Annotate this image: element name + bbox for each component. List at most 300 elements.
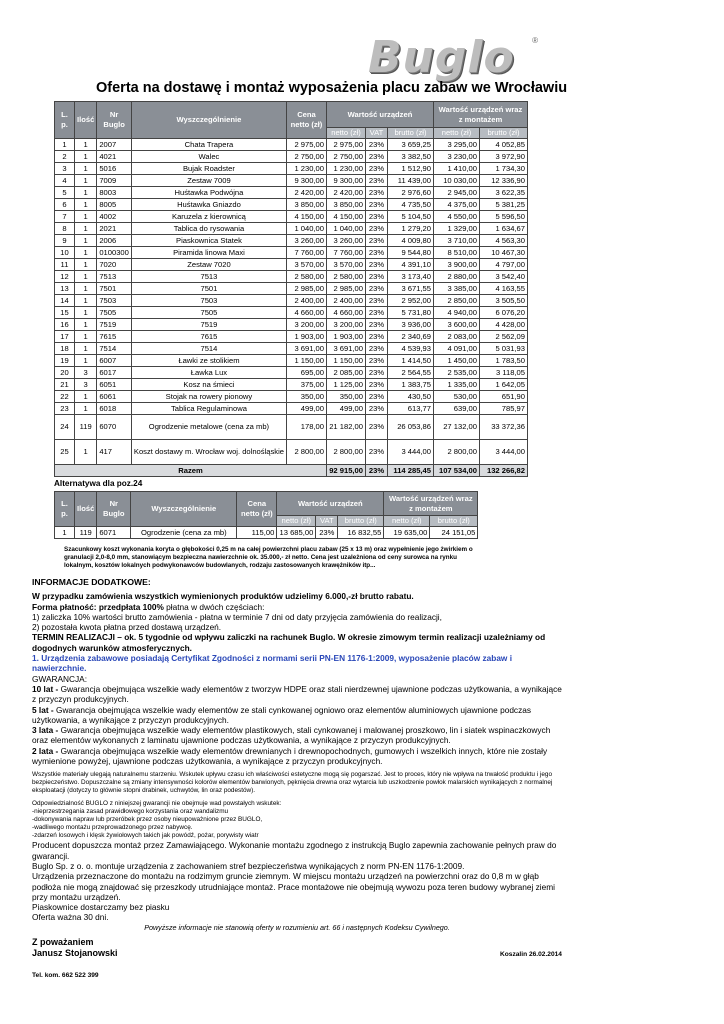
row-vat: 23%: [366, 307, 388, 319]
page-title: Oferta na dostawę i montaż wyposażenia placu zabaw we Wrocławiu: [96, 80, 568, 96]
row-lp: 14: [55, 295, 75, 307]
alt-price: 115,00: [237, 527, 277, 539]
row-price: 2 975,00: [287, 139, 327, 151]
row-net: 9 300,00: [327, 175, 366, 187]
row-net: 2 800,00: [327, 440, 366, 465]
alt-header-lp: L. p.: [55, 492, 75, 527]
row-nr: 6051: [97, 379, 132, 391]
row-lp: 25: [55, 440, 75, 465]
total-net: 92 915,00: [327, 465, 366, 477]
row-nr: 2006: [97, 235, 132, 247]
row-name: Tablica Regulaminowa: [131, 403, 286, 415]
row-name: Chata Trapera: [131, 139, 286, 151]
row-net: 2 085,00: [327, 367, 366, 379]
alt-nr: 6071: [97, 527, 131, 539]
row-vat: 23%: [366, 355, 388, 367]
table-row: [55, 163, 528, 175]
row-name: Huśtawka Gniazdo: [131, 199, 286, 211]
offer-rows: [55, 139, 528, 465]
row-net-install: 2 880,00: [434, 271, 480, 283]
row-gross: 613,77: [388, 403, 434, 415]
row-gross-install: 33 372,36: [480, 415, 528, 440]
warranty-10: [32, 684, 562, 705]
warranty-5: [32, 705, 562, 726]
table-row: [55, 271, 528, 283]
row-vat: 23%: [366, 391, 388, 403]
row-lp: 16: [55, 319, 75, 331]
row-gross-install: 12 336,90: [480, 175, 528, 187]
total-gross: 114 285,45: [388, 465, 434, 477]
row-gross-install: 1 734,30: [480, 163, 528, 175]
alt-vat: 23%: [316, 527, 338, 539]
row-qty: 1: [75, 235, 97, 247]
row-name: Karuzela z kierownicą: [131, 211, 286, 223]
row-lp: 20: [55, 367, 75, 379]
subheader-net-install: netto (zł): [434, 128, 480, 139]
alt-header-value-install: Wartość urządzeń wraz z montażem: [384, 492, 478, 516]
row-gross-install: 3 972,90: [480, 151, 528, 163]
table-row: [55, 139, 528, 151]
row-price: 7 760,00: [287, 247, 327, 259]
row-vat: 23%: [366, 223, 388, 235]
row-nr: 4002: [97, 211, 132, 223]
total-vat: 23%: [366, 465, 388, 477]
row-price: 3 200,00: [287, 319, 327, 331]
header-value: Wartość urządzeń: [327, 102, 434, 128]
row-vat: 23%: [366, 259, 388, 271]
row-qty: 1: [75, 295, 97, 307]
payment-step-1: 1) zaliczka 10% wartości brutto zamówienia - płatna w terminie 7 dni od daty przyjęcia zamówienia do realizacji,: [32, 611, 442, 622]
row-nr: 6017: [97, 367, 132, 379]
row-gross-install: 3 622,35: [480, 187, 528, 199]
row-net: 2 975,00: [327, 139, 366, 151]
row-vat: 23%: [366, 139, 388, 151]
row-gross: 2 340,69: [388, 331, 434, 343]
row-nr: 8005: [97, 199, 132, 211]
table-row: [55, 331, 528, 343]
row-nr: 7514: [97, 343, 132, 355]
row-gross-install: 10 467,30: [480, 247, 528, 259]
row-net: 3 200,00: [327, 319, 366, 331]
row-gross: 1 512,90: [388, 163, 434, 175]
table-row: [55, 211, 528, 223]
row-price: 2 400,00: [287, 295, 327, 307]
total-label: Razem: [55, 465, 327, 477]
row-name: Zestaw 7009: [131, 175, 286, 187]
table-row: [55, 319, 528, 331]
row-net-install: 4 375,00: [434, 199, 480, 211]
row-gross-install: 4 052,85: [480, 139, 528, 151]
row-net: 2 400,00: [327, 295, 366, 307]
row-gross-install: 3 118,05: [480, 367, 528, 379]
row-nr: 4021: [97, 151, 132, 163]
row-lp: 3: [55, 163, 75, 175]
total-row: [55, 465, 528, 477]
row-vat: 23%: [366, 199, 388, 211]
row-price: 1 150,00: [287, 355, 327, 367]
row-name: 7501: [131, 283, 286, 295]
row-price: 375,00: [287, 379, 327, 391]
subheader-gross: brutto (zł): [388, 128, 434, 139]
row-name: Ławki ze stolikiem: [131, 355, 286, 367]
row-qty: 1: [75, 440, 97, 465]
header-unit-price: Cena netto (zł): [287, 102, 327, 139]
table-row: [55, 187, 528, 199]
table-row: [55, 379, 528, 391]
row-lp: 5: [55, 187, 75, 199]
row-lp: 4: [55, 175, 75, 187]
row-gross: 5 104,50: [388, 211, 434, 223]
row-vat: 23%: [366, 343, 388, 355]
row-price: 2 800,00: [287, 440, 327, 465]
table-row: [55, 235, 528, 247]
alt-gross-install: 24 151,05: [430, 527, 478, 539]
row-qty: 1: [75, 139, 97, 151]
row-gross: 3 444,00: [388, 440, 434, 465]
installation-3: Urządzenia przeznaczone do montażu na rodzimym gruncie ziemnym. W miejscu montażu urządzeń na powierzchni oraz do 0,8 m w głąb podłoża nie mogą znajdować się przeszkody utrudniające montaż. Prace montażowe nie obejmują wywozu poza teren budowy wybranej ziemi przy montażu urządzeń.: [32, 871, 555, 902]
table-row: [55, 391, 528, 403]
exclusion-4: -zdarzeń losowych i klęsk żywiołowych takich jak powódź, pożar, porywisty wiatr: [32, 832, 259, 840]
row-net-install: 4 091,00: [434, 343, 480, 355]
registered-mark: ®: [532, 36, 538, 45]
table-row: [55, 355, 528, 367]
row-net-install: 8 510,00: [434, 247, 480, 259]
table-row: [55, 223, 528, 235]
row-qty: 1: [75, 319, 97, 331]
row-gross: 2 952,00: [388, 295, 434, 307]
row-lp: 17: [55, 331, 75, 343]
row-net-install: 2 800,00: [434, 440, 480, 465]
row-qty: 1: [75, 163, 97, 175]
row-gross: 1 383,75: [388, 379, 434, 391]
row-price: 4 150,00: [287, 211, 327, 223]
row-gross: 1 279,20: [388, 223, 434, 235]
row-vat: 23%: [366, 415, 388, 440]
row-price: 3 691,00: [287, 343, 327, 355]
row-qty: 1: [75, 343, 97, 355]
row-name: 7513: [131, 271, 286, 283]
row-vat: 23%: [366, 151, 388, 163]
row-vat: 23%: [366, 235, 388, 247]
row-qty: 1: [75, 199, 97, 211]
delivery-term: TERMIN REALIZACJI – ok. 5 tygodnie od wpływu zaliczki na rachunek Buglo. W okresie zimowym termin realizacji uzależniamy od dogodnych warunków atmosferycznych.: [32, 632, 546, 653]
row-name: Piaskownica Statek: [131, 235, 286, 247]
row-vat: 23%: [366, 163, 388, 175]
row-gross-install: 4 428,00: [480, 319, 528, 331]
row-qty: 1: [75, 247, 97, 259]
row-qty: 1: [75, 259, 97, 271]
warranty-2: [32, 746, 562, 767]
row-price: 9 300,00: [287, 175, 327, 187]
row-net-install: 530,00: [434, 391, 480, 403]
warranty-5-text: Gwarancja obejmująca wszelkie wady elementów ze stali cynkowanej ogniowo oraz elementów aluminiowych ujawnione podczas użytkowania, a wynikające z przyczyn produkcyjnych.: [32, 704, 531, 725]
warranty-10-label: 10 lat -: [32, 683, 61, 694]
table-row: [55, 295, 528, 307]
row-nr: 7009: [97, 175, 132, 187]
row-net: 3 570,00: [327, 259, 366, 271]
row-lp: 24: [55, 415, 75, 440]
row-name: 7615: [131, 331, 286, 343]
aging-note: Wszystkie materiały ulegają naturalnemu starzeniu. Wskutek upływu czasu ich właściwości estetyczne mogą się pogarszać. Jest to proces, który nie wpływa na trwałość produktu i jego bezpieczeństwo. Dopuszczalne są zmiany intensywności kolorów elementów barwionych, pęknięcia drewna oraz wytarcia lub uszkodzenie powłok malarskich wynikających z normalnej eksploatacji (dotyczy to głównie stopni drabinek, uchwytów, lin oraz podestów).: [32, 771, 553, 795]
installation-2: Buglo Sp. z o. o. montuje urządzenia z zachowaniem stref bezpieczeństwa wynikających z norm PN-EN 1176-1:2009.: [32, 860, 465, 871]
alt-qty: 119: [75, 527, 97, 539]
row-name: 7505: [131, 307, 286, 319]
alt-header-nr: Nr Buglo: [97, 492, 131, 527]
table-row: [55, 307, 528, 319]
row-nr: 6061: [97, 391, 132, 403]
row-net: 4 660,00: [327, 307, 366, 319]
row-gross: 5 731,80: [388, 307, 434, 319]
warranty-5-label: 5 lat -: [32, 704, 56, 715]
row-vat: 23%: [366, 367, 388, 379]
row-qty: 1: [75, 271, 97, 283]
row-gross-install: 4 563,30: [480, 235, 528, 247]
row-gross-install: 785,97: [480, 403, 528, 415]
alt-name: Ogrodzenie (cena za mb): [131, 527, 237, 539]
alt-gross: 16 832,55: [338, 527, 384, 539]
row-gross: 26 053,86: [388, 415, 434, 440]
row-gross: 3 382,50: [388, 151, 434, 163]
warranty-3-label: 3 lata -: [32, 725, 61, 736]
alt-net-install: 19 635,00: [384, 527, 430, 539]
exclusions-intro: Odpowiedzialność BUGLO z niniejszej gwarancji nie obejmuje wad powstałych wskutek:: [32, 800, 282, 808]
row-name: Tablica do rysowania: [131, 223, 286, 235]
table-row: [55, 259, 528, 271]
alt-header-value: Wartość urządzeń: [277, 492, 384, 516]
table-row: [55, 440, 528, 465]
row-qty: 3: [75, 367, 97, 379]
alt-header-unit-price: Cena netto (zł): [237, 492, 277, 527]
payment-bold: Forma płatność: przedpłata 100%: [32, 601, 164, 612]
alternative-table: [54, 491, 478, 539]
row-net: 1 150,00: [327, 355, 366, 367]
row-lp: 11: [55, 259, 75, 271]
row-net: 499,00: [327, 403, 366, 415]
alt-subheader-net: netto (zł): [277, 516, 316, 527]
row-gross: 3 671,55: [388, 283, 434, 295]
signature-name: Janusz Stojanowski: [32, 948, 118, 958]
row-lp: 8: [55, 223, 75, 235]
exclusion-1: -nieprzestrzegania zasad prawidłowego korzystania oraz wandalizmu: [32, 808, 229, 816]
signature: [32, 937, 118, 959]
row-qty: 1: [75, 331, 97, 343]
row-net: 2 985,00: [327, 283, 366, 295]
legal-note: Powyższe informacje nie stanowią oferty w rozumieniu art. 66 i następnych Kodeksu Cywilnego.: [144, 922, 450, 932]
row-name: Piramida linowa Maxi: [131, 247, 286, 259]
row-gross-install: 6 076,20: [480, 307, 528, 319]
warranty-2-text: Gwarancja obejmująca wszelkie wady elementów drewnianych i drewnopochodnych, gumowych i wszelkich innych, które nie zostały wymienione powyżej, ujawnione podczas użytkowania, a wynikające z przyczyn produkcyjnych.: [32, 745, 548, 767]
row-lp: 10: [55, 247, 75, 259]
row-nr: 6070: [97, 415, 132, 440]
row-gross: 2 976,60: [388, 187, 434, 199]
row-gross-install: 3 542,40: [480, 271, 528, 283]
row-qty: 1: [75, 211, 97, 223]
row-nr: 7615: [97, 331, 132, 343]
row-lp: 18: [55, 343, 75, 355]
row-price: 2 985,00: [287, 283, 327, 295]
alt-subheader-gross: brutto (zł): [338, 516, 384, 527]
row-net-install: 2 535,00: [434, 367, 480, 379]
row-nr: 7513: [97, 271, 132, 283]
row-nr: 8003: [97, 187, 132, 199]
row-qty: 3: [75, 379, 97, 391]
row-lp: 1: [55, 139, 75, 151]
row-net-install: 3 710,00: [434, 235, 480, 247]
header-name: Wyszczególnienie: [131, 102, 286, 139]
row-price: 1 040,00: [287, 223, 327, 235]
row-price: 3 260,00: [287, 235, 327, 247]
payment-step-2: 2) pozostała kwota płatna przed dostawą urządzeń.: [32, 622, 222, 633]
row-qty: 1: [75, 403, 97, 415]
row-gross: 4 735,50: [388, 199, 434, 211]
row-nr: 7519: [97, 319, 132, 331]
row-net-install: 27 132,00: [434, 415, 480, 440]
table-row: [55, 403, 528, 415]
alt-subheader-vat: VAT: [316, 516, 338, 527]
row-gross: 4 539,93: [388, 343, 434, 355]
row-gross: 3 659,25: [388, 139, 434, 151]
row-gross: 4 009,80: [388, 235, 434, 247]
row-net: 1 903,00: [327, 331, 366, 343]
alt-net: 13 685,00: [277, 527, 316, 539]
row-lp: 22: [55, 391, 75, 403]
row-net-install: 3 295,00: [434, 139, 480, 151]
alternative-label: Alternatywa dla poz.24: [54, 479, 143, 488]
row-vat: 23%: [366, 175, 388, 187]
row-net: 350,00: [327, 391, 366, 403]
row-name: Ogrodzenie metalowe (cena za mb): [131, 415, 286, 440]
row-name: Kosz na śmieci: [131, 379, 286, 391]
row-name: Stojak na rowery pionowy: [131, 391, 286, 403]
offer-table: [54, 101, 528, 477]
row-net-install: 3 600,00: [434, 319, 480, 331]
row-nr: 6007: [97, 355, 132, 367]
row-gross-install: 4 163,55: [480, 283, 528, 295]
row-vat: 23%: [366, 247, 388, 259]
payment-text: [32, 602, 562, 612]
row-nr: 7020: [97, 259, 132, 271]
row-lp: 23: [55, 403, 75, 415]
row-nr: 5016: [97, 163, 132, 175]
row-price: 350,00: [287, 391, 327, 403]
row-name: 7514: [131, 343, 286, 355]
warranty-3-text: Gwarancja obejmująca wszelkie wady elementów plastikowych, stali cynkowanej i malowanej proszkowo, lin i siatek wspinaczkowych oraz elementów wykonanych z laminatu ujawnione podczas użytkowania, a wynikające z przyczyn produkcyjnych.: [32, 725, 551, 746]
row-lp: 13: [55, 283, 75, 295]
row-gross: 4 391,10: [388, 259, 434, 271]
row-net-install: 1 329,00: [434, 223, 480, 235]
table-row: [55, 415, 528, 440]
additional-info: [32, 577, 562, 933]
row-net-install: 4 550,00: [434, 211, 480, 223]
row-gross-install: 5 381,25: [480, 199, 528, 211]
header-nr: Nr Buglo: [97, 102, 132, 139]
row-price: 178,00: [287, 415, 327, 440]
row-net: 3 260,00: [327, 235, 366, 247]
row-lp: 2: [55, 151, 75, 163]
row-net: 2 580,00: [327, 271, 366, 283]
alt-subheader-net-install: netto (zł): [384, 516, 430, 527]
row-net-install: 4 940,00: [434, 307, 480, 319]
row-qty: 1: [75, 175, 97, 187]
row-net: 3 691,00: [327, 343, 366, 355]
alt-header-qty: Ilość: [75, 492, 97, 527]
row-gross: 3 173,40: [388, 271, 434, 283]
header-qty: Ilość: [75, 102, 97, 139]
row-nr: 2021: [97, 223, 132, 235]
warranty-3: [32, 725, 562, 746]
table-row: [55, 343, 528, 355]
row-lp: 12: [55, 271, 75, 283]
alt-lp: 1: [55, 527, 75, 539]
table-row: [55, 247, 528, 259]
row-net-install: 3 900,00: [434, 259, 480, 271]
info-heading: INFORMACJE DODATKOWE:: [32, 577, 151, 587]
row-net-install: 10 030,00: [434, 175, 480, 187]
row-net: 4 150,00: [327, 211, 366, 223]
row-net-install: 3 385,00: [434, 283, 480, 295]
row-price: 3 570,00: [287, 259, 327, 271]
row-gross: 1 414,50: [388, 355, 434, 367]
subheader-vat: VAT: [366, 128, 388, 139]
row-lp: 7: [55, 211, 75, 223]
row-name: 7519: [131, 319, 286, 331]
table-row: [55, 199, 528, 211]
row-name: Walec: [131, 151, 286, 163]
row-net: 2 420,00: [327, 187, 366, 199]
row-vat: 23%: [366, 319, 388, 331]
sandpit-note: Piaskownice dostarczamy bez piasku: [32, 902, 170, 913]
exclusion-2: -dokonywania napraw lub przeróbek przez osoby nieupoważnione przez BUGLO,: [32, 816, 263, 824]
discount-text: W przypadku zamówienia wszystkich wymienionych produktów udzielimy 6.000,-zł brutto rabatu.: [32, 591, 414, 602]
row-gross-install: 3 444,00: [480, 440, 528, 465]
row-net-install: 2 850,00: [434, 295, 480, 307]
payment-rest: płatna w dwóch częściach:: [163, 601, 265, 612]
row-net-install: 3 230,00: [434, 151, 480, 163]
row-gross: 11 439,00: [388, 175, 434, 187]
row-vat: 23%: [366, 283, 388, 295]
row-net-install: 1 450,00: [434, 355, 480, 367]
row-lp: 6: [55, 199, 75, 211]
row-price: 695,00: [287, 367, 327, 379]
row-name: 7503: [131, 295, 286, 307]
row-net: 2 750,00: [327, 151, 366, 163]
row-price: 4 660,00: [287, 307, 327, 319]
row-lp: 21: [55, 379, 75, 391]
row-net-install: 1 410,00: [434, 163, 480, 175]
validity-note: Oferta ważna 30 dni.: [32, 912, 109, 923]
row-lp: 19: [55, 355, 75, 367]
signature-greeting: Z poważaniem: [32, 937, 94, 947]
row-qty: 1: [75, 307, 97, 319]
row-vat: 23%: [366, 379, 388, 391]
row-gross-install: 651,90: [480, 391, 528, 403]
row-name: Koszt dostawy m. Wrocław woj. dolnośląskie: [131, 440, 286, 465]
row-net-install: 639,00: [434, 403, 480, 415]
table-row: [55, 367, 528, 379]
row-gross-install: 2 562,09: [480, 331, 528, 343]
header-lp: L. p.: [55, 102, 75, 139]
row-gross-install: 3 505,50: [480, 295, 528, 307]
alternative-row: [55, 527, 478, 539]
row-name: Bujak Roadster: [131, 163, 286, 175]
estimate-note: Szacunkowy koszt wykonania koryta o głębokości 0,25 m na całej powierzchni placu zabaw (25 x 13 m) oraz wypełnienie jego żwirkiem o granulacji 2,0-8,0 mm, stanowiącym bezpieczna nawierzchnie ok. 35.000,- zł netto. Cena jest uzależniona od ceny surowca na rynku lokalnym, kosztów lokalnych podwykonawców budowlanych, rodzaju zastosowanych krawężników itp...: [64, 546, 473, 570]
row-gross: 9 544,80: [388, 247, 434, 259]
row-nr: 7503: [97, 295, 132, 307]
certificate-text: 1. Urządzenia zabawowe posiadają Certyfikat Zgodności z normami serii PN-EN 1176-1:2009, wyposażenie placów zabaw i nawierzchnie.: [32, 653, 512, 674]
row-qty: 1: [75, 151, 97, 163]
row-net: 1 125,00: [327, 379, 366, 391]
row-gross: 430,50: [388, 391, 434, 403]
